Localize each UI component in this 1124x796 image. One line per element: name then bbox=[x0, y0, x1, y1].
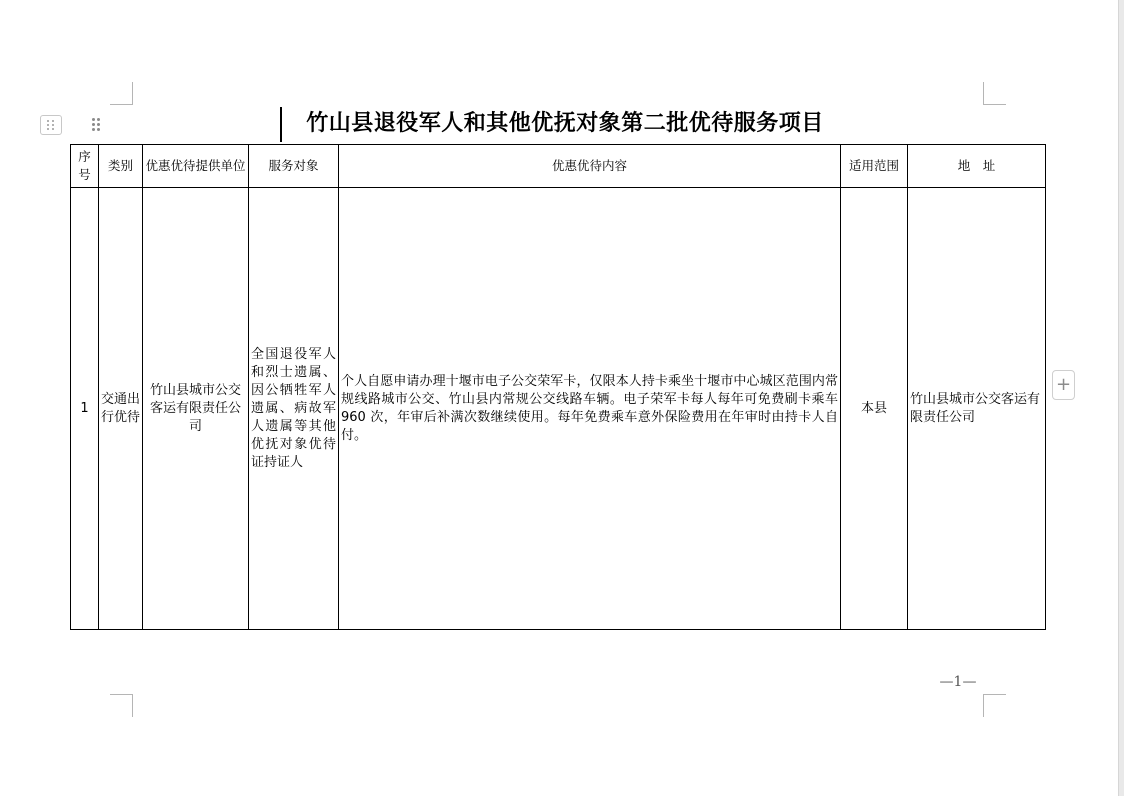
plus-icon: + bbox=[1055, 374, 1072, 395]
cell-index[interactable]: 1 bbox=[71, 188, 99, 630]
header-scope[interactable]: 适用范围 bbox=[841, 145, 908, 188]
cell-category[interactable]: 交通出行优待 bbox=[99, 188, 143, 630]
header-category[interactable]: 类别 bbox=[99, 145, 143, 188]
cell-provider[interactable]: 竹山县城市公交客运有限责任公司 bbox=[143, 188, 249, 630]
header-content[interactable]: 优惠优待内容 bbox=[339, 145, 841, 188]
add-column-button[interactable] bbox=[1052, 370, 1075, 400]
cell-content[interactable]: 个人自愿申请办理十堰市电子公交荣军卡，仅限本人持卡乘坐十堰市中心城区范围内常规线路城市公交、竹山县内常规公交线路车辆。电子荣军卡每人每年可免费刷卡乘车 960 次，年审后补满次数继续使用。每年免费乘车意外保险费用在年审时由持卡人自付。 bbox=[339, 188, 841, 630]
table-select-handle[interactable] bbox=[40, 115, 62, 135]
cell-target[interactable]: 全国退役军人和烈士遗属、因公牺牲军人遗属、病故军人遗属等其他优抚对象优待证持证人 bbox=[249, 188, 339, 630]
page-number: —1— bbox=[939, 674, 977, 690]
paragraph-drag-handle[interactable] bbox=[88, 114, 104, 134]
document-title[interactable]: 竹山县退役军人和其他优抚对象第二批优待服务项目 bbox=[306, 110, 824, 136]
table-move-handle-icon bbox=[47, 120, 55, 130]
header-provider[interactable]: 优惠优待提供单位 bbox=[143, 145, 249, 188]
header-index[interactable]: 序号 bbox=[71, 145, 99, 188]
window-edge bbox=[1118, 0, 1124, 796]
crop-mark-top-right bbox=[983, 82, 1006, 105]
table-row bbox=[71, 188, 1046, 630]
crop-mark-bottom-left bbox=[110, 694, 133, 717]
crop-mark-top-left bbox=[110, 82, 133, 105]
drag-handle-icon bbox=[92, 118, 100, 131]
crop-mark-bottom-right bbox=[983, 694, 1006, 717]
text-cursor bbox=[280, 107, 282, 142]
table-header-row bbox=[71, 145, 1046, 188]
cell-address[interactable]: 竹山县城市公交客运有限责任公司 bbox=[908, 188, 1046, 630]
cell-scope[interactable]: 本县 bbox=[841, 188, 908, 630]
benefits-table bbox=[70, 144, 1046, 630]
header-target[interactable]: 服务对象 bbox=[249, 145, 339, 188]
header-address[interactable]: 地 址 bbox=[908, 145, 1046, 188]
